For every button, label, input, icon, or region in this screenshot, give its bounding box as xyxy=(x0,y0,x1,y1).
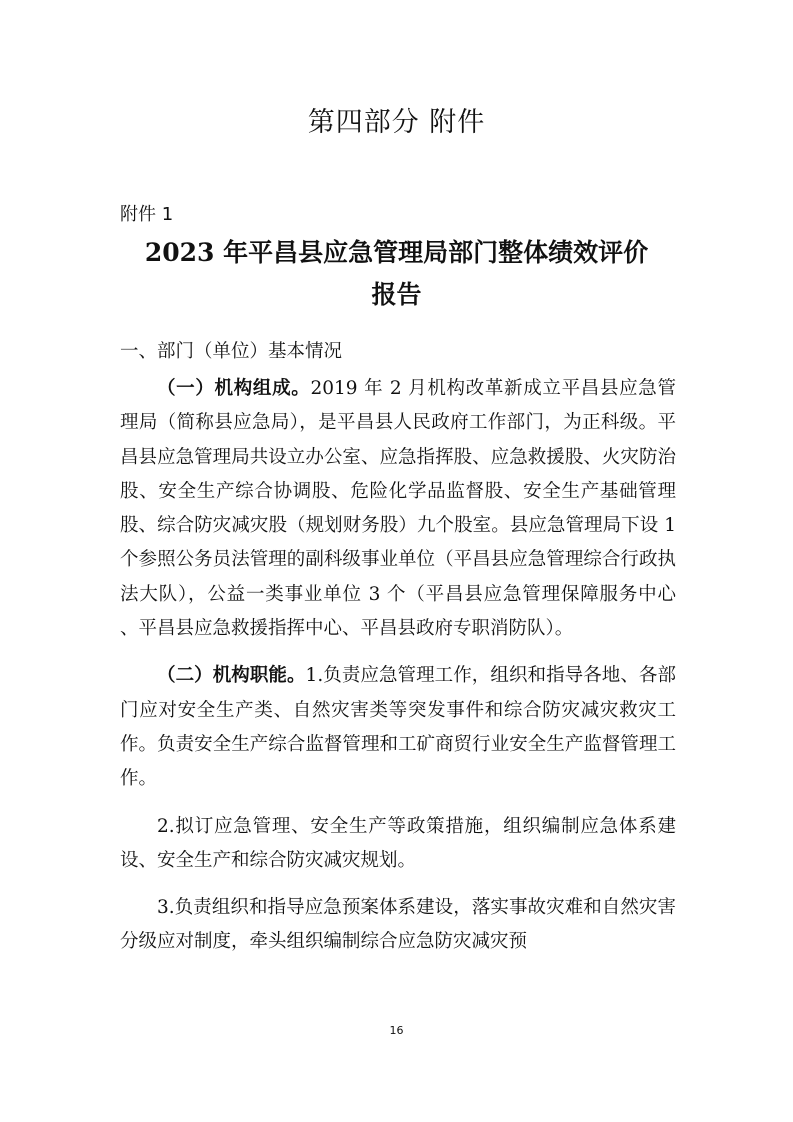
paragraph-text: 2019 年 2 月机构改革新成立平昌县应急管理局（简称县应急局），是平昌县人民政府工作部门，为正科级。平昌县应急管理局共设立办公室、应急指挥股、应急救援股、火灾防治股、安全生产综合协调股、危险化学品监督股、安全生产基础管理股、综合防灾减灾股（规划财务股）九个股室。县应急管理局下设 1 个参照公务员法管理的副科级事业单位（平昌县应急管理综合行政执法大队），公益一类事业单位 3 个（平昌县应急管理保障服务中心 、平昌县应急救援指挥中心、平昌县政府专职消防队）。 xyxy=(120,378,676,640)
paragraph-lead: （二）机构职能。 xyxy=(157,665,306,687)
part-title: 第四部分 附件 xyxy=(307,107,486,138)
body-text xyxy=(120,372,676,973)
section-heading: 一、部门（单位）基本情况 xyxy=(120,341,343,362)
paragraph-text: 3.负责组织和指导应急预案体系建设，落实事故灾难和自然灾害分级应对制度，牵头组织编制综合应急防灾减灾预 xyxy=(120,897,676,953)
paragraph-lead: （一）机构组成。 xyxy=(157,378,311,399)
report-title-line-2: 报告 xyxy=(371,280,422,309)
paragraph-functions xyxy=(120,659,676,796)
paragraph-organization xyxy=(120,372,676,646)
paragraph-text: 1.负责应急管理工作，组织和指导各地、各部门应对安全生产类、自然灾害类等突发事件和综合防灾减灾救灾工作。负责安全生产综合监督管理和工矿商贸行业安全生产监督管理工作。 xyxy=(120,665,676,790)
report-title xyxy=(0,232,793,316)
paragraph-text: 2.拟订应急管理、安全生产等政策措施，组织编制应急体系建设、安全生产和综合防灾减灾规划。 xyxy=(120,815,676,871)
page-number: 16 xyxy=(389,1024,404,1037)
paragraph-function-3 xyxy=(120,891,676,960)
report-title-line-1: 2023 年平昌县应急管理局部门整体绩效评价 xyxy=(144,238,649,267)
annex-label: 附件 1 xyxy=(120,204,174,225)
paragraph-function-2 xyxy=(120,810,676,879)
